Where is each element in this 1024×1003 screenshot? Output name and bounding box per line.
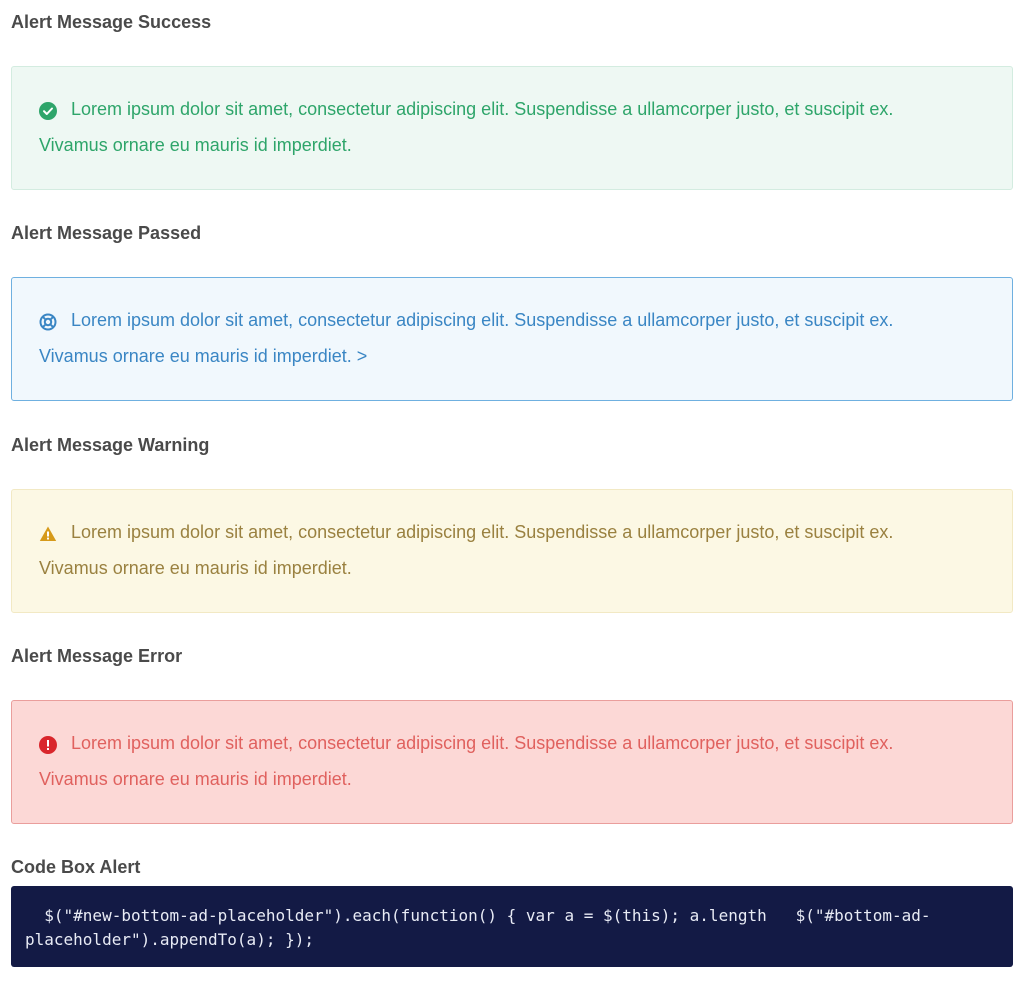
success-alert xyxy=(11,66,1013,190)
passed-alert-text-cont[interactable]: Vivamus ornare eu mauris id imperdiet. > xyxy=(39,346,368,366)
warning-alert-text-cont: Vivamus ornare eu mauris id imperdiet. xyxy=(39,558,352,578)
code-line: placeholder").appendTo(a); }); xyxy=(25,930,314,949)
code-line: $("#new-bottom-ad-placeholder").each(function() { var a = $(this); a.length $("#bottom-ad- xyxy=(25,906,931,925)
passed-alert xyxy=(11,277,1013,401)
warning-heading: Alert Message Warning xyxy=(11,435,210,455)
code-box-heading: Code Box Alert xyxy=(11,857,141,877)
passed-alert-text: Lorem ipsum dolor sit amet, consectetur adipiscing elit. Suspendisse a ullamcorper justo, et suscipit ex. xyxy=(71,310,894,330)
success-alert-text-cont: Vivamus ornare eu mauris id imperdiet. xyxy=(39,135,352,155)
warning-alert-text: Lorem ipsum dolor sit amet, consectetur adipiscing elit. Suspendisse a ullamcorper justo, et suscipit ex. xyxy=(71,522,894,542)
error-alert-text: Lorem ipsum dolor sit amet, consectetur adipiscing elit. Suspendisse a ullamcorper justo, et suscipit ex. xyxy=(71,733,894,753)
success-heading: Alert Message Success xyxy=(11,12,212,32)
error-heading: Alert Message Error xyxy=(11,646,183,666)
error-alert-text-cont: Vivamus ornare eu mauris id imperdiet. xyxy=(39,769,352,789)
warning-alert xyxy=(11,489,1013,613)
success-alert-text: Lorem ipsum dolor sit amet, consectetur adipiscing elit. Suspendisse a ullamcorper justo, et suscipit ex. xyxy=(71,99,894,119)
error-alert xyxy=(11,700,1013,824)
passed-heading: Alert Message Passed xyxy=(11,223,202,243)
code-box xyxy=(11,886,1013,967)
